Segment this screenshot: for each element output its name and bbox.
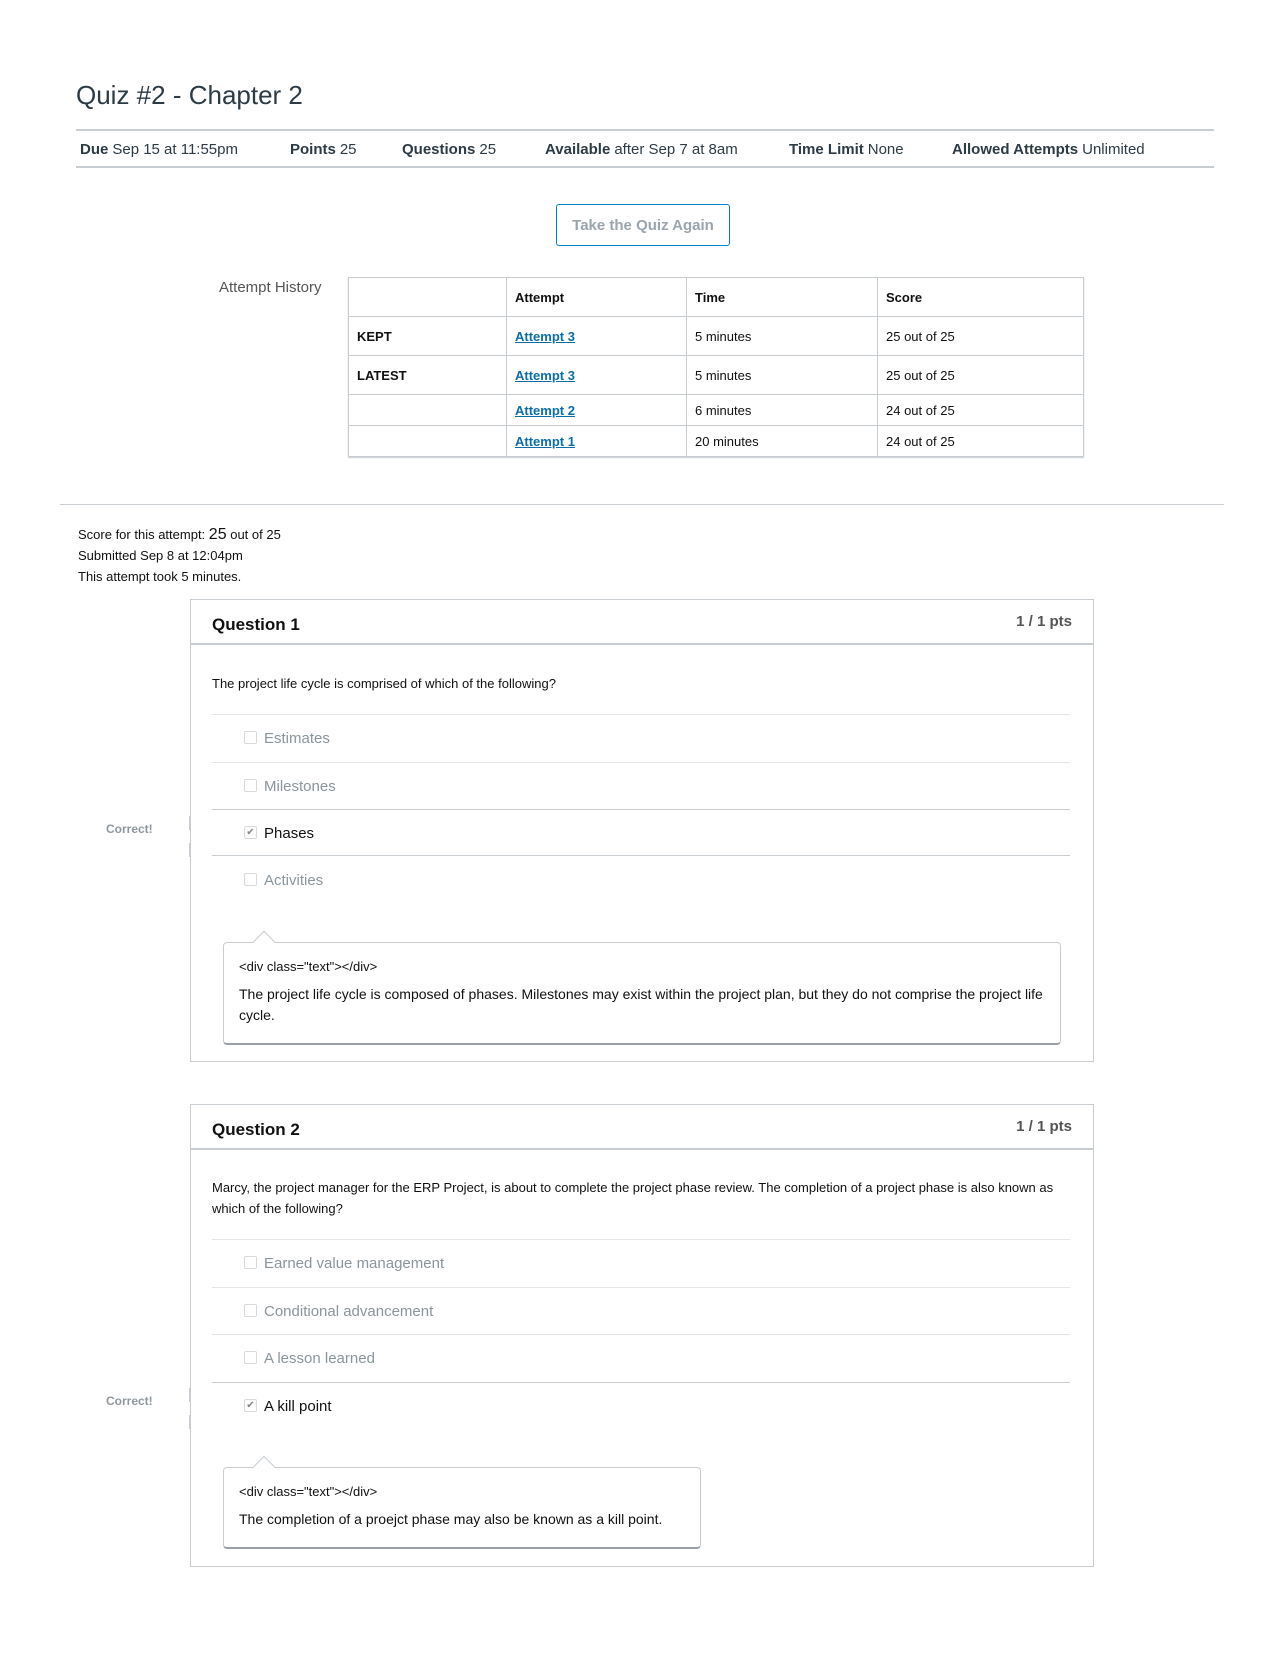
question-title: Question 2 xyxy=(212,1120,300,1139)
points-detail: Points 25 xyxy=(290,141,357,158)
answer-comment xyxy=(223,942,1061,1045)
score-cell: 25 out of 25 xyxy=(878,317,1084,356)
checkbox-icon xyxy=(244,873,257,886)
table-header-row xyxy=(349,278,1084,317)
checkmark-icon: ✔ xyxy=(244,1399,257,1412)
questions-detail: Questions 25 xyxy=(402,141,497,158)
answer-label: Earned value management xyxy=(264,1255,445,1272)
question-title: Question 1 xyxy=(212,615,300,634)
attempt-cell xyxy=(507,356,687,395)
attempt-link[interactable]: Attempt 3 xyxy=(515,328,575,344)
score-cell: 25 out of 25 xyxy=(878,356,1084,395)
attempt-cell xyxy=(507,426,687,457)
page-title: Quiz #2 - Chapter 2 xyxy=(76,80,303,110)
take-quiz-again-button[interactable]: Take the Quiz Again xyxy=(556,204,730,246)
attempt-link[interactable]: Attempt 2 xyxy=(515,402,575,418)
question-header xyxy=(191,1105,1093,1150)
row-tag: LATEST xyxy=(349,356,507,395)
question-card xyxy=(190,1104,1094,1567)
answer-option-selected[interactable] xyxy=(212,1382,1070,1429)
score-cell: 24 out of 25 xyxy=(878,395,1084,426)
table-row xyxy=(349,426,1084,457)
attempt-summary xyxy=(78,524,281,587)
table-header: Score xyxy=(878,278,1084,317)
answer-option-selected[interactable] xyxy=(212,809,1070,856)
question-text: Marcy, the project manager for the ERP Project, is about to complete the project phase review. The completion of a project phase is also known as which of the following? xyxy=(212,1180,1054,1216)
time-cell: 6 minutes xyxy=(687,395,878,426)
answer-option[interactable] xyxy=(212,1287,1070,1334)
row-tag: KEPT xyxy=(349,317,507,356)
question-text: The project life cycle is comprised of which of the following? xyxy=(212,676,556,691)
quiz-details-bar xyxy=(76,129,1214,168)
correct-label: Correct! xyxy=(106,1394,153,1408)
answer-option[interactable] xyxy=(212,1239,1070,1286)
row-tag xyxy=(349,395,507,426)
table-row xyxy=(349,356,1084,395)
attempt-score: Score for this attempt: 25 out of 25 xyxy=(78,526,281,543)
table-row xyxy=(349,317,1084,356)
attempt-duration: This attempt took 5 minutes. xyxy=(78,569,242,584)
correct-label: Correct! xyxy=(106,822,153,836)
attempt-cell xyxy=(507,317,687,356)
answer-label: A kill point xyxy=(264,1398,332,1415)
allowed-attempts-detail: Allowed Attempts Unlimited xyxy=(952,141,1145,158)
due-detail: Due Sep 15 at 11:55pm xyxy=(80,141,238,158)
question-points: 1 / 1 pts xyxy=(1016,613,1072,630)
comment-pointer xyxy=(253,1456,276,1479)
time-limit-detail: Time Limit None xyxy=(789,141,904,158)
checkbox-icon xyxy=(244,1351,257,1364)
answer-label: Phases xyxy=(264,825,315,842)
answer-option[interactable] xyxy=(212,762,1070,809)
section-divider xyxy=(60,504,1224,505)
checkbox-icon xyxy=(244,779,257,792)
answer-label: Estimates xyxy=(264,730,330,747)
answer-label: Milestones xyxy=(264,778,336,795)
checkmark-icon: ✔ xyxy=(244,826,257,839)
available-detail: Available after Sep 7 at 8am xyxy=(545,141,738,158)
comment-text: The completion of a proejct phase may also be known as a kill point. xyxy=(239,1511,663,1527)
submitted-time: Submitted Sep 8 at 12:04pm xyxy=(78,548,243,563)
attempt-link[interactable]: Attempt 1 xyxy=(515,433,575,449)
answer-label: Conditional advancement xyxy=(264,1303,434,1320)
comment-text: The project life cycle is composed of phases. Milestones may exist within the project plan, but they do not comprise the project life cycle. xyxy=(239,986,1043,1023)
score-cell: 24 out of 25 xyxy=(878,426,1084,457)
answer-option[interactable] xyxy=(212,857,1070,904)
row-tag xyxy=(349,426,507,457)
attempt-history-table xyxy=(348,277,1084,457)
answer-label: Activities xyxy=(264,872,324,889)
table-row xyxy=(349,395,1084,426)
attempt-link[interactable]: Attempt 3 xyxy=(515,367,575,383)
answer-option[interactable] xyxy=(212,714,1070,761)
question-card xyxy=(190,599,1094,1062)
comment-pointer xyxy=(253,931,276,954)
table-header: Attempt xyxy=(507,278,687,317)
time-cell: 5 minutes xyxy=(687,317,878,356)
time-cell: 20 minutes xyxy=(687,426,878,457)
answer-comment xyxy=(223,1467,701,1549)
time-cell: 5 minutes xyxy=(687,356,878,395)
comment-code: <div class="text"></div> xyxy=(239,1484,378,1499)
checkbox-icon xyxy=(244,1304,257,1317)
attempt-cell xyxy=(507,395,687,426)
question-points: 1 / 1 pts xyxy=(1016,1118,1072,1135)
answer-label: A lesson learned xyxy=(264,1350,375,1367)
table-header: Time xyxy=(687,278,878,317)
checkbox-icon xyxy=(244,731,257,744)
comment-code: <div class="text"></div> xyxy=(239,959,378,974)
checkbox-icon xyxy=(244,1256,257,1269)
table-header xyxy=(349,278,507,317)
answer-option[interactable] xyxy=(212,1334,1070,1381)
question-header xyxy=(191,600,1093,645)
attempt-history-label: Attempt History xyxy=(219,279,322,296)
